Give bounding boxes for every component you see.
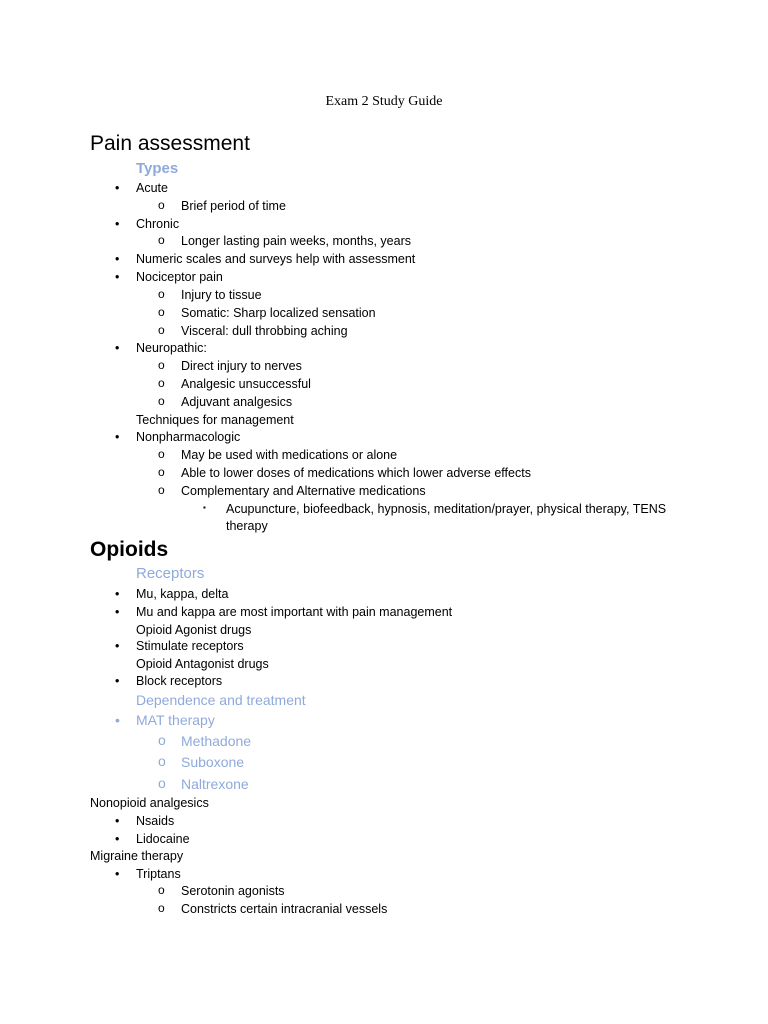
bullet-glyph: • <box>115 252 120 266</box>
list-item-nonpharmacologic: Nonpharmacologic <box>136 430 241 444</box>
bullet-glyph: • <box>115 674 120 688</box>
subheading-receptors: Receptors <box>136 565 205 582</box>
bullet-glyph: • <box>115 181 120 195</box>
circle-bullet-glyph: o <box>158 753 166 769</box>
list-item-lower-doses: Able to lower doses of medications which lower adverse effects <box>181 466 531 480</box>
circle-bullet-glyph: o <box>158 775 166 791</box>
circle-bullet-glyph: o <box>158 394 165 408</box>
list-item-neuropathic: Neuropathic: <box>136 341 207 355</box>
circle-bullet-glyph: o <box>158 447 165 461</box>
list-item-injury-tissue: Injury to tissue <box>181 288 262 302</box>
list-item-nociceptor: Nociceptor pain <box>136 270 223 284</box>
list-item-lidocaine: Lidocaine <box>136 832 190 846</box>
label-agonist-drugs: Opioid Agonist drugs <box>136 623 252 637</box>
circle-bullet-glyph: o <box>158 305 165 319</box>
list-item-direct-injury: Direct injury to nerves <box>181 359 302 373</box>
list-item-numeric-scales: Numeric scales and surveys help with assessment <box>136 252 416 266</box>
bullet-glyph: • <box>115 605 120 619</box>
list-item-methadone: Methadone <box>181 733 252 749</box>
list-item-constricts: Constricts certain intracranial vessels <box>181 902 388 916</box>
list-item-mat-therapy: MAT therapy <box>136 712 215 728</box>
heading-pain-assessment: Pain assessment <box>90 132 250 155</box>
list-item-analgesic-unsuccessful: Analgesic unsuccessful <box>181 377 311 391</box>
label-antagonist-drugs: Opioid Antagonist drugs <box>136 657 269 671</box>
bullet-glyph: • <box>115 270 120 284</box>
list-item-acute: Acute <box>136 181 168 195</box>
subheading-types: Types <box>136 160 179 177</box>
circle-bullet-glyph: o <box>158 883 165 897</box>
list-item-chronic: Chronic <box>136 217 180 231</box>
list-item-mu-kappa-important: Mu and kappa are most important with pain management <box>136 605 453 619</box>
list-item-mu-kappa-delta: Mu, kappa, delta <box>136 587 229 601</box>
bullet-glyph: • <box>115 341 120 355</box>
circle-bullet-glyph: o <box>158 483 165 497</box>
list-item-chronic-detail: Longer lasting pain weeks, months, years <box>181 234 411 248</box>
bullet-glyph: • <box>115 639 120 653</box>
bullet-glyph: • <box>115 832 120 846</box>
bullet-glyph: • <box>115 587 120 601</box>
list-item-visceral: Visceral: dull throbbing aching <box>181 324 348 338</box>
bullet-glyph: • <box>115 814 120 828</box>
list-item-acupuncture-cont: therapy <box>226 519 268 533</box>
heading-migraine: Migraine therapy <box>90 849 184 863</box>
document-title: Exam 2 Study Guide <box>325 94 443 109</box>
circle-bullet-glyph: o <box>158 198 165 212</box>
circle-bullet-glyph: o <box>158 901 165 915</box>
list-item-somatic: Somatic: Sharp localized sensation <box>181 306 376 320</box>
list-item-serotonin: Serotonin agonists <box>181 884 285 898</box>
circle-bullet-glyph: o <box>158 732 166 748</box>
list-item-block: Block receptors <box>136 674 223 688</box>
subheading-dependence: Dependence and treatment <box>136 692 306 708</box>
square-bullet-glyph: ▪ <box>203 503 206 512</box>
circle-bullet-glyph: o <box>158 233 165 247</box>
heading-opioids: Opioids <box>90 538 169 561</box>
heading-nonopioid: Nonopioid analgesics <box>90 796 209 810</box>
circle-bullet-glyph: o <box>158 358 165 372</box>
bullet-glyph: • <box>115 712 120 728</box>
bullet-glyph: • <box>115 217 120 231</box>
list-item-stimulate: Stimulate receptors <box>136 639 244 653</box>
circle-bullet-glyph: o <box>158 287 165 301</box>
circle-bullet-glyph: o <box>158 465 165 479</box>
list-item-acute-detail: Brief period of time <box>181 199 286 213</box>
list-item-acupuncture: Acupuncture, biofeedback, hypnosis, meditation/prayer, physical therapy, TENS <box>226 502 667 516</box>
list-item-adjuvant: Adjuvant analgesics <box>181 395 293 409</box>
list-item-naltrexone: Naltrexone <box>181 776 249 792</box>
list-item-nsaids: Nsaids <box>136 814 175 828</box>
bullet-glyph: • <box>115 867 120 881</box>
list-item-complementary: Complementary and Alternative medications <box>181 484 426 498</box>
list-item-triptans: Triptans <box>136 867 181 881</box>
circle-bullet-glyph: o <box>158 376 165 390</box>
circle-bullet-glyph: o <box>158 323 165 337</box>
bullet-glyph: • <box>115 430 120 444</box>
list-item-with-medications: May be used with medications or alone <box>181 448 398 462</box>
techniques-label: Techniques for management <box>136 413 294 427</box>
list-item-suboxone: Suboxone <box>181 754 245 770</box>
